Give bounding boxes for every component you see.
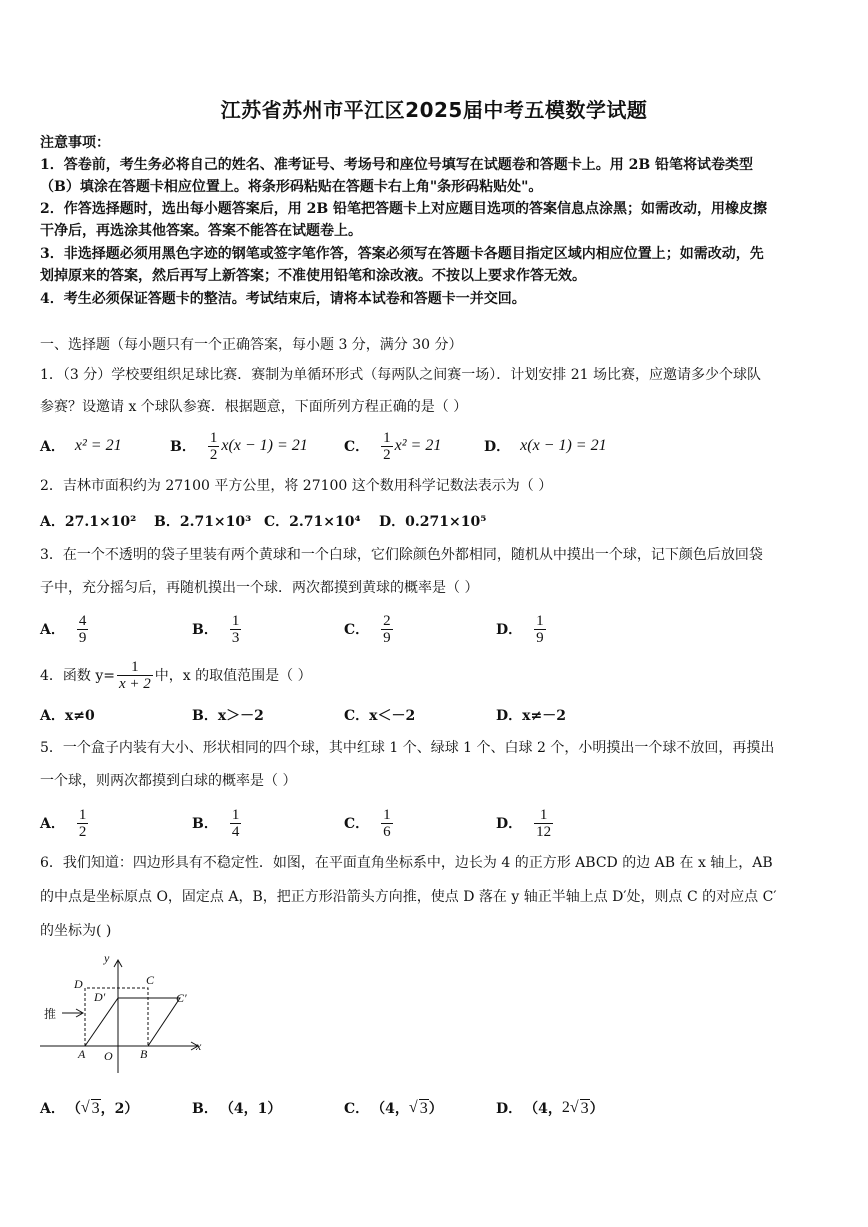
option-label: D．: [496, 1101, 523, 1117]
option-label: D．: [496, 622, 523, 638]
fraction-denominator: 12: [536, 823, 552, 840]
option-math: x² = 21: [394, 437, 442, 454]
q3-option-d: [496, 614, 548, 644]
q6-figure: [38, 948, 210, 1078]
pushed-parallelogram: [85, 998, 180, 1046]
notice-line-2: （B）填涂在答题卡相应位置上。将条形码粘贴在答题卡右上角"条形码粘贴处"。: [40, 179, 543, 195]
q5-option-a: [40, 808, 90, 838]
fraction-denominator: 2: [209, 446, 218, 463]
q4-options: [40, 700, 830, 730]
fraction: [77, 807, 89, 840]
option-pre: （: [66, 1101, 81, 1117]
fraction: [208, 430, 220, 463]
notice-line-1: 1．答卷前，考生务必将自己的姓名、准考证号、考场号和座位号填写在试题卷和答题卡上。用 2B 铅笔将试卷类型: [40, 157, 754, 173]
q3-stem-line-1: 3．在一个不透明的袋子里装有两个黄球和一个白球，它们除颜色外都相同，随机从中摸出一个球，记下颜色后放回袋: [40, 547, 763, 563]
fraction-denominator: 3: [231, 629, 240, 646]
fraction: [534, 807, 553, 840]
label-C: C: [146, 973, 155, 987]
fraction: [230, 807, 242, 840]
label-O: O: [104, 1049, 113, 1063]
fraction: [381, 430, 393, 463]
q5-stem-line-2: 一个球，则两次都摸到白球的概率是（ ）: [40, 773, 297, 789]
fraction-denominator: 4: [231, 823, 240, 840]
q6-option-c: [344, 1093, 443, 1123]
fraction-numerator: 1: [231, 612, 240, 629]
q5-option-c: [344, 808, 395, 838]
notice-line-4: 干净后，再选涂其他答案。答案不能答在试题卷上。: [40, 223, 362, 239]
option-pre: （4，: [371, 1101, 409, 1117]
q3-option-a: [40, 614, 90, 644]
q4-stem: [40, 660, 830, 690]
q1-stem-line-1: 1．（3 分）学校要组织足球比赛．赛制为单循环形式（每两队之间赛一场）．计划安排 21 场比赛，应邀请多少个球队: [40, 367, 761, 383]
fraction-denominator: 6: [383, 823, 391, 840]
fraction: [77, 613, 89, 646]
q1-option-a: [40, 431, 122, 461]
q4-option-c: C．x＜－2: [344, 708, 416, 724]
option-label: C．: [344, 622, 370, 638]
fraction-denominator: 2: [78, 823, 87, 840]
option-post: ）: [589, 1101, 604, 1117]
fraction-denominator: 9: [383, 629, 391, 646]
q1-option-c: [344, 431, 441, 461]
option-label: C．: [344, 816, 370, 832]
fraction-numerator: 4: [78, 612, 87, 629]
fraction: [381, 613, 393, 646]
notice-line-5: 3．非选择题必须用黑色字迹的钢笔或签字笔作答，答案必须写在答题卡各题目指定区域内相应位置上；如需改动，先: [40, 246, 764, 262]
q2-stem: 2．吉林市面积约为 27100 平方公里，将 27100 这个数用科学记数法表示为（ ）: [40, 478, 553, 494]
q6-options: [40, 1093, 830, 1123]
notice-line-7: 4．考生必须保证答题卡的整洁。考试结束后，请将本试卷和答题卡一并交回。: [40, 291, 526, 307]
q6-stem-line-1: 6．我们知道：四边形具有不稳定性．如图，在平面直角坐标系中，边长为 4 的正方形 ABCD 的边 AB 在 x 轴上，AB: [40, 855, 773, 871]
fraction-numerator: 2: [383, 612, 391, 629]
fraction: [230, 613, 242, 646]
q2-option-c: C．2.71×10⁴: [264, 514, 361, 530]
label-D-prime: D′: [94, 990, 106, 1004]
option-label: A．: [40, 816, 65, 832]
q2-option-a: A．27.1×10²: [40, 514, 137, 530]
q3-option-c: [344, 614, 395, 644]
notice-line-3: 2．作答选择题时，选出每小题答案后，用 2B 铅笔把答题卡上对应题目选项的答案信息点涂黑；如需改动，用橡皮擦: [40, 201, 768, 217]
fraction-numerator: 1: [209, 429, 218, 446]
label-y: y: [104, 951, 110, 965]
q3-options: [40, 614, 830, 644]
q5-option-d: [496, 808, 555, 838]
q6-stem-line-3: 的坐标为( ): [40, 923, 112, 939]
q1-option-b: [170, 431, 308, 461]
label-A: A: [78, 1047, 86, 1061]
option-label: D．: [496, 816, 523, 832]
fraction-numerator: 1: [539, 806, 548, 823]
fraction-denominator: 9: [536, 629, 544, 646]
option-label: B．: [192, 622, 218, 638]
notice-heading: 注意事项：: [40, 135, 110, 151]
q2-options: [40, 506, 830, 536]
option-label: A．: [40, 1101, 65, 1117]
fraction-denominator: 2: [383, 446, 391, 463]
sqrt-sign: √: [80, 1099, 90, 1116]
q3-option-b: [192, 614, 243, 644]
option-math: x(x − 1) = 21: [221, 437, 308, 454]
option-label: A．: [40, 439, 65, 455]
option-label: B．: [170, 439, 196, 455]
sqrt-sign: √: [569, 1099, 579, 1116]
option-label: C．: [344, 439, 370, 455]
fraction-numerator: 1: [231, 806, 240, 823]
q5-option-b: [192, 808, 243, 838]
label-D: D: [74, 977, 83, 991]
section-heading: 一、选择题（每小题只有一个正确答案，每小题 3 分，满分 30 分）: [40, 337, 463, 353]
fraction-numerator: 1: [131, 658, 139, 675]
fraction-denominator: 9: [78, 629, 87, 646]
q2-option-d: D．0.271×10⁵: [379, 514, 487, 530]
fraction-numerator: 1: [383, 806, 391, 823]
q6-option-b: [192, 1093, 281, 1123]
option-post: ，2）: [100, 1101, 139, 1117]
fraction-numerator: 1: [383, 429, 391, 446]
fraction: [534, 613, 546, 646]
q4-stem-row: [40, 660, 312, 690]
q3-stem-line-2: 子中，充分摇匀后，再随机摸出一个球．两次都摸到黄球的概率是（ ）: [40, 580, 479, 596]
q1-option-d: [484, 431, 607, 461]
label-x: x: [196, 1039, 202, 1053]
fraction-denominator: x + 2: [119, 675, 151, 692]
radicand: 3: [91, 1099, 100, 1117]
q2-option-b: B．2.71×10³: [154, 514, 252, 530]
option-math: x² = 21: [74, 437, 122, 454]
q4-suffix: 中，x 的取值范围是（ ）: [154, 668, 312, 684]
q6-stem-line-2: 的中点是坐标原点 O，固定点 A，B，把正方形沿箭头方向推，使点 D 落在 y 轴正半轴上点 D′处，则点 C 的对应点 C′: [40, 889, 777, 905]
fraction-numerator: 1: [536, 612, 544, 629]
option-label: B．: [192, 1101, 218, 1117]
q4-option-d: D．x≠－2: [496, 708, 566, 724]
q6-option-d: [496, 1093, 604, 1123]
fraction: [381, 807, 393, 840]
label-C-prime: C′: [176, 991, 187, 1005]
page-title: 江苏省苏州市平江区2025届中考五模数学试题: [220, 98, 648, 122]
q5-stem-line-1: 5．一个盒子内装有大小、形状相同的四个球，其中红球 1 个、绿球 1 个、白球 2 个，小明摸出一个球不放回，再摸出: [40, 740, 775, 756]
notice-line-6: 划掉原来的答案，然后再写上新答案；不准使用铅笔和涂改液。不按以上要求作答无效。: [40, 268, 586, 284]
sqrt-sign: √: [408, 1099, 418, 1116]
option-post: ）: [428, 1101, 443, 1117]
radicand: 3: [580, 1099, 589, 1117]
coefficient: 2: [561, 1099, 570, 1116]
label-push: 推: [44, 1007, 57, 1021]
option-label: B．: [192, 816, 218, 832]
fraction: [117, 659, 153, 692]
option-label: C．: [344, 1101, 370, 1117]
option-label: D．: [484, 439, 511, 455]
option-math: x(x − 1) = 21: [520, 437, 607, 454]
q1-stem-line-2: 参赛？设邀请 x 个球队参赛．根据题意，下面所列方程正确的是（ ）: [40, 399, 468, 415]
fraction-numerator: 1: [78, 806, 87, 823]
q4-option-b: B．x＞－2: [192, 708, 264, 724]
q4-option-a: A．x≠0: [40, 708, 95, 724]
option-text: （4，1）: [219, 1101, 282, 1117]
option-pre: （4，: [524, 1101, 562, 1117]
q5-options: [40, 808, 830, 838]
q1-options: [40, 431, 830, 461]
q6-option-a: [40, 1093, 138, 1123]
label-B: B: [140, 1047, 148, 1061]
radicand: 3: [419, 1099, 428, 1117]
option-label: A．: [40, 622, 65, 638]
q4-prefix: 4．函数 y=: [40, 668, 115, 684]
